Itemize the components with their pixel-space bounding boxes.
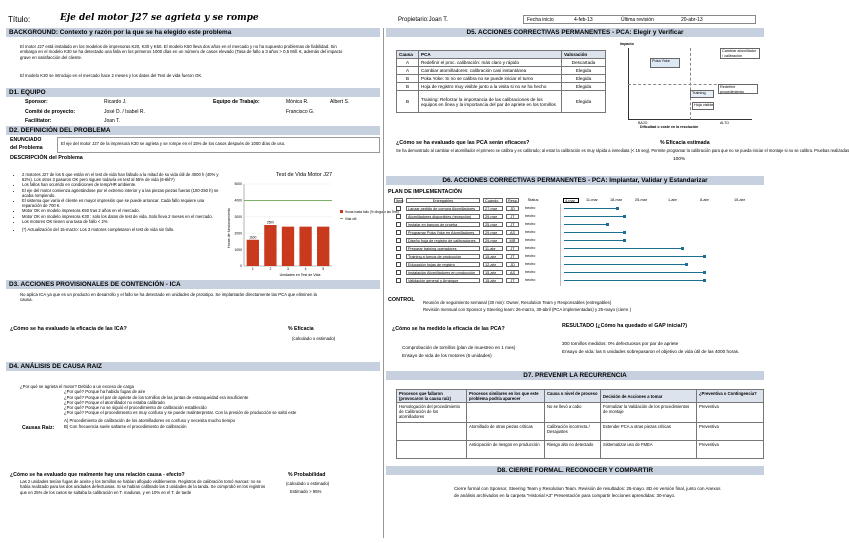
cell: Anticipación de riesgos en producción bbox=[467, 441, 545, 459]
pca-eff-question: ¿Cómo se ha evaluado que las PCA serán eficaces? bbox=[396, 140, 530, 146]
gantt-deliverable: Instalar en bancos de prueba bbox=[406, 222, 480, 227]
start-date-label: Fecha inicio bbox=[527, 17, 554, 23]
matrix-x-label: Dificultad o coste en la resolución bbox=[640, 125, 699, 129]
gantt-milestone bbox=[623, 239, 626, 242]
why-line: ¿Por qué se agrieta el motor? Debido a un exceso de carga bbox=[20, 384, 134, 389]
pca-table bbox=[396, 50, 606, 113]
last-review: 20-abr-13 bbox=[681, 17, 703, 23]
col-header: ¿Preventiva o Contingencia? bbox=[697, 390, 764, 403]
gantt-status: hecho bbox=[524, 222, 546, 227]
cell: A bbox=[397, 67, 419, 75]
gantt-week: 4-mar bbox=[563, 198, 579, 203]
col-header: Procesos similares en los que este problema podría aparecer bbox=[467, 390, 545, 403]
chart-data-label: 2500 bbox=[266, 220, 274, 225]
table-row bbox=[397, 67, 606, 75]
five-whys bbox=[20, 384, 360, 416]
gantt-col-header: Status bbox=[522, 198, 544, 203]
closure-text: Cierre formal con Sponsor, Steering Team y Resolution Team. Revisión de resultados: 25-mayo. 8D en versión final, junto con Anexos de análisis archivados en la carpeta "Historial A3" Presentación para compartir lecciones aprendidas: 30-mayo. bbox=[454, 486, 721, 498]
recurrence-table bbox=[396, 389, 764, 459]
gantt-resp: JT bbox=[506, 254, 519, 259]
control-label: CONTROL bbox=[388, 297, 415, 303]
list-item: • Motor OK en modelo impresora K30 : solo los datos de test de vida. Solo lleva 2 meses en el mercado. bbox=[22, 214, 222, 219]
gantt-col-header: Item bbox=[396, 199, 404, 203]
gantt-resp: JT bbox=[506, 278, 519, 283]
gantt-when: 27-mar bbox=[483, 206, 503, 211]
table-row bbox=[397, 403, 764, 423]
facilitator: Joan T. bbox=[104, 118, 121, 124]
team-member-3: Francisco G. bbox=[286, 109, 315, 115]
ica-eff-label: % Eficacia bbox=[288, 326, 314, 332]
gantt-status: hecho bbox=[524, 206, 546, 211]
chart-y-tick: 2000 bbox=[234, 231, 242, 236]
item-check bbox=[396, 214, 401, 219]
title-label: Título: bbox=[8, 15, 31, 24]
committee-label: Comité de proyecto: bbox=[25, 109, 76, 115]
gantt-status: hecho bbox=[524, 254, 546, 259]
gantt-status: hecho bbox=[524, 214, 546, 219]
cell: Riesgo alto no detectado bbox=[545, 441, 601, 459]
gantt-week: 11-mar bbox=[585, 198, 605, 203]
gantt-deliverable: Atornilladores disponibles (recepción) bbox=[406, 214, 480, 219]
start-date: 4-feb-13 bbox=[574, 17, 593, 23]
chart-y-tick: 5000 bbox=[234, 182, 242, 187]
background-header: BACKGROUND: Contexto y razón por la que se ha elegido este problema bbox=[6, 28, 380, 37]
gantt-milestone bbox=[623, 231, 626, 234]
gantt-resp: JD bbox=[506, 206, 519, 211]
gantt-col-header: Cuándo bbox=[483, 198, 503, 203]
gantt-deliverable: Lanzar pedido de compra Atornilladores bbox=[406, 206, 480, 211]
ica-question: ¿Cómo se ha evaluado la eficacia de las ICA? bbox=[10, 326, 127, 332]
sponsor-label: Sponsor: bbox=[25, 99, 48, 105]
item-check bbox=[396, 270, 401, 275]
gantt-when: 15-abr bbox=[483, 278, 503, 283]
gantt-milestone bbox=[616, 207, 619, 210]
cell: Preventiva bbox=[697, 441, 764, 459]
matrix-bajo: BAJO bbox=[638, 121, 648, 125]
chart-bar bbox=[317, 227, 329, 266]
chart-bar bbox=[299, 227, 311, 266]
table-row bbox=[397, 423, 764, 441]
cell bbox=[467, 403, 545, 423]
gantt-bar bbox=[564, 264, 686, 265]
result-label: RESULTADO (¿Cómo ha quedado el GAP inicial?) bbox=[562, 323, 688, 329]
cell: B bbox=[397, 91, 419, 113]
gantt-when: 25-mar bbox=[483, 222, 503, 227]
list-item: • 2 motores J27 de los 5 que están en el test de vida han fallado a la mitad de su vida útil de 4000 h (40% y 62%). Los otros 3 pasaron OK pero siguen todavía en test al 55% de vida (6-6kh*) bbox=[22, 172, 222, 182]
ica-eff-note: (calculado o estimado) bbox=[292, 336, 336, 341]
chart-ylabel: Horas de funcionamiento bbox=[227, 208, 231, 248]
matrix-alto: ALTO bbox=[720, 121, 730, 125]
cell: A bbox=[397, 59, 419, 67]
col-header: Procesos que fallaron (provocaron la causa raíz) bbox=[397, 390, 467, 403]
chart-data-label: 1600 bbox=[249, 235, 257, 240]
gantt-status: hecho bbox=[524, 238, 546, 243]
gantt-week: 25-mar bbox=[634, 198, 654, 203]
gantt-resp: JT bbox=[506, 214, 519, 219]
result-value-2: Ensayo de vida: las 5 unidades sobrepasaron el objetivo de vida útil de las 4000 horas. bbox=[562, 349, 740, 354]
facilitator-label: Facilitator: bbox=[25, 118, 52, 124]
chart-x-tick: 5 bbox=[322, 267, 325, 271]
gantt-milestone bbox=[703, 255, 706, 258]
cell: Elegida bbox=[562, 75, 606, 83]
gantt bbox=[392, 198, 768, 290]
item-check bbox=[396, 278, 401, 283]
why-line: ¿Por qué? Porque el atornillador no estaba calibrado bbox=[64, 399, 165, 405]
matrix-item: Poka Yoke bbox=[650, 58, 680, 68]
gantt-bar bbox=[564, 280, 704, 281]
pca-header-row bbox=[397, 51, 606, 59]
cell: Sistematizar uso de FMEA bbox=[601, 441, 697, 459]
gantt-bar bbox=[564, 208, 617, 209]
chart-xlabel: Unidades en Test de Vida bbox=[279, 273, 321, 277]
plan-label: PLAN DE IMPLEMENTACIÓN bbox=[388, 189, 462, 195]
control-line-2: Revisión mensual con Sponsor y Steering team: 26-marzo, 30-abril (PCA implementadas) y 25-mayo (cierre ) bbox=[423, 307, 632, 312]
root-cause-b: B) Con frecuencia suele saltarse el procedimiento de calibración bbox=[64, 424, 187, 429]
statement-label-1: ENUNCIADO bbox=[10, 137, 42, 143]
matrix-item: Redefinir procedimiento bbox=[718, 84, 758, 94]
why-line: ¿Por qué? Porque ha habido fugas de aire bbox=[64, 389, 146, 395]
gantt-when: 29-mar bbox=[483, 238, 503, 243]
cell: No se llevó a cabo bbox=[545, 403, 601, 423]
chart-bar bbox=[282, 227, 294, 266]
col-header: Causa bbox=[397, 51, 419, 59]
impact-label: Impacto bbox=[620, 42, 634, 46]
item-check bbox=[396, 230, 401, 235]
d3-header: D3. ACCIONES PROVISIONALES DE CONTENCIÓN - ICA bbox=[6, 280, 380, 289]
list-item: • Los motores OK tienen una tasa de fallo < 2% bbox=[22, 219, 222, 224]
result-value-1: 300 tornillos medidos: 0% defectuosos por par de apriete bbox=[562, 341, 679, 346]
gantt-bar bbox=[564, 224, 607, 225]
pca-eff-label: % Eficacia estimada bbox=[660, 140, 710, 146]
owner: Propietario:Joan T. bbox=[398, 17, 448, 23]
gantt-deliverable: Preparar training operadores bbox=[406, 246, 480, 251]
gantt-status: hecho bbox=[524, 270, 546, 275]
gantt-when: 15-abr bbox=[483, 270, 503, 275]
d5-header: D5. ACCIONES CORRECTIVAS PERMANENTES - PCA: Elegir y Verificar bbox=[386, 28, 764, 37]
result-measure-1: Comprobación de tornillos (plan de muestreo en 1 mes) bbox=[402, 345, 516, 350]
chart-x-tick: 4 bbox=[304, 267, 307, 271]
committee: José D. / Isabel R. bbox=[104, 109, 145, 115]
life-test-chart bbox=[222, 168, 399, 280]
cell: Descartada bbox=[562, 59, 606, 67]
legend-limit: Vida útil bbox=[345, 217, 357, 221]
col-header: Causa o nivel de proceso bbox=[545, 390, 601, 403]
last-review-label: Última revisión bbox=[621, 17, 654, 23]
gantt-week: 1-abr bbox=[667, 198, 687, 203]
matrix-item: Cambiar atornillador / calibración bbox=[720, 48, 760, 59]
gantt-milestone bbox=[703, 279, 706, 282]
why-line: ¿Por qué? Porque no se siguió el procedimiento de calibración establecido bbox=[64, 405, 207, 411]
chart-title: Test de Vida Motor J27 bbox=[275, 172, 333, 178]
header-date-box bbox=[523, 15, 756, 24]
gantt-when: 29-mar bbox=[483, 214, 503, 219]
gantt-week: 18-mar bbox=[609, 198, 629, 203]
table-row bbox=[397, 83, 606, 91]
d2-header: D2. DEFINICIÓN DEL PROBLEMA bbox=[6, 126, 380, 135]
prob-note: (calculado o estimado) bbox=[286, 481, 330, 486]
chart-y-tick: 1000 bbox=[234, 247, 242, 252]
control-line-1: Reunión de seguimiento semanal (30 min): Owner, Resolution Team y Responsables (entregables) bbox=[423, 300, 612, 305]
gantt-milestone bbox=[606, 223, 609, 226]
statement-label-2: del Problema bbox=[10, 145, 43, 151]
d4-header: D4. ANÁLISIS DE CAUSA RAIZ bbox=[6, 362, 380, 371]
prob-label: % Probabilidad bbox=[288, 472, 326, 478]
chart-bar bbox=[264, 225, 276, 266]
list-item: • Motor OK en modelo impresora K50 tras 2 años en el mercado. bbox=[22, 208, 222, 213]
cell bbox=[397, 441, 467, 459]
cell: Training: Reforzar la importancia de las calibraciones de los equipos en línea y la importancia del par de apriete en los tornillos bbox=[419, 91, 562, 113]
cell: Elegida bbox=[562, 91, 606, 113]
table-row bbox=[397, 91, 606, 113]
item-check bbox=[396, 222, 401, 227]
cause-effect-question: ¿Cómo se ha evaluado que realmente hay una relación causa - efecto? bbox=[10, 472, 185, 478]
gantt-week: 15-abr bbox=[733, 198, 757, 203]
gantt-milestone bbox=[703, 271, 706, 274]
gantt-when: 15-abr bbox=[483, 254, 503, 259]
d8-header: D8. CIERRE FORMAL. RECONOCER Y COMPARTIR bbox=[386, 466, 764, 475]
chart-bar bbox=[247, 240, 259, 266]
gantt-bar bbox=[564, 272, 704, 273]
matrix-item: Training bbox=[690, 90, 714, 98]
col-header: Valoración bbox=[562, 51, 606, 59]
chart-x-tick: 2 bbox=[269, 267, 272, 271]
cell: Preventiva bbox=[697, 403, 764, 423]
legend-bars: Horas hasta fallo (% dinguen las Test) bbox=[345, 210, 399, 214]
column-divider bbox=[383, 28, 384, 538]
background-text-2: El modelo K30 se introdujo en el mercado hace 2 meses y los datos del Test de vida fueron OK. bbox=[20, 73, 203, 78]
description-label: DESCRIPCIÓN del Problema bbox=[10, 155, 83, 161]
gantt-status: hecho bbox=[524, 246, 546, 251]
gantt-bar bbox=[564, 216, 624, 217]
cell: Elegida bbox=[562, 83, 606, 91]
gantt-week: 8-abr bbox=[699, 198, 719, 203]
item-check bbox=[396, 262, 401, 267]
gantt-status: hecho bbox=[524, 278, 546, 283]
chart-x-tick: 3 bbox=[287, 267, 289, 271]
gantt-deliverable: Instalación Atornilladores en producción bbox=[406, 270, 480, 275]
gantt-resp: AS bbox=[506, 230, 519, 235]
gantt-bar bbox=[564, 256, 704, 257]
gantt-resp: MR bbox=[506, 238, 519, 243]
list-item: • (*) Actualización del 15-marzo: Los 3 motores completaron el test de vida sin fallo. bbox=[22, 227, 222, 232]
gantt-deliverable: Training a turnos de producción bbox=[406, 254, 480, 259]
table-row bbox=[397, 441, 764, 459]
list-item: • Los fallos han ocurrido en condiciones de temp/HR ambiente. bbox=[22, 182, 222, 187]
prob-value: Estimado > 95% bbox=[290, 489, 322, 494]
gantt-when: 12-abr bbox=[483, 262, 503, 267]
item-check bbox=[396, 254, 401, 259]
team-member-2: Albert S. bbox=[330, 99, 350, 105]
cell: Homologación del procedimiento de Calibración de los atornilladores bbox=[397, 403, 467, 423]
cell: Redefinir el proc. calibración: más claro y rápido bbox=[419, 59, 562, 67]
chart-y-tick: 4000 bbox=[234, 198, 242, 203]
chart-y-tick: 3000 bbox=[234, 215, 242, 219]
impact-matrix bbox=[620, 42, 764, 130]
cell: Formalizar la Validación de los procedimientos de montaje bbox=[601, 403, 697, 423]
chart-x-tick: 1 bbox=[251, 267, 254, 271]
matrix-item: Hoja visible bbox=[692, 102, 714, 110]
gantt-milestone bbox=[685, 263, 688, 266]
ica-text: No aplica ICA ya que es un producto en desarrollo y el fallo se ha detectado en unidades de prototipo. Se implantarán directamente las PCA que eliminen la causa. bbox=[20, 292, 317, 303]
gantt-resp: AS bbox=[506, 270, 519, 275]
page-title: Eje del motor J27 se agrieta y se rompe bbox=[60, 13, 259, 23]
cell: Poka Yoke: Si no se calibra no se puede iniciar el turno bbox=[419, 75, 562, 83]
cell: Preventiva bbox=[697, 423, 764, 441]
gantt-resp: JD bbox=[506, 262, 519, 267]
item-check bbox=[396, 246, 401, 251]
description-bullets bbox=[16, 172, 222, 232]
background-text-1: El motor J27 está instalado en los modelos de impresoras K20, K30 y K50. El modelo K50 lleva dos años en el mercado y no ha supuesto problemas de fiabilidad. Sin embargo en el modelo K30 se ha detectado una falla en los primeros 1000 días en un número de casos elevado (Tasa de fallo a 3 años > 0,5 Mill. €, además del impacto grave en satisfacción del cliente. bbox=[20, 44, 343, 60]
gantt-deliverable: Validación general y Arranque bbox=[406, 278, 480, 283]
gantt-resp: JT bbox=[506, 246, 519, 251]
gantt-when: 29-mar bbox=[483, 230, 503, 235]
legend-swatch-bars bbox=[340, 210, 343, 213]
gantt-col-header: Resp. bbox=[508, 199, 518, 203]
gantt-deliverable: Educación hojas de registro bbox=[406, 262, 480, 267]
gantt-bar bbox=[564, 248, 682, 249]
why-line: ¿Por qué? Porque el procedimiento es muy confuso y se puede malinterpretar. Con la presión de producción se saltó este bbox=[64, 410, 297, 416]
table-row bbox=[397, 59, 606, 67]
gantt-status: hecho bbox=[524, 230, 546, 235]
problem-statement: El eje del motor J27 de la impresora K30 se agrieta y se rompe en el 15% de los casos después de 1000 días de uso. bbox=[57, 137, 380, 153]
sponsor: Ricardo J. bbox=[104, 99, 127, 105]
team-member-1: Mónica R. bbox=[286, 99, 309, 105]
item-check bbox=[396, 206, 401, 211]
item-check bbox=[396, 238, 401, 243]
gantt-when: 11-abr bbox=[483, 246, 503, 251]
cell: Hoja de registro muy visible junto a la visita si no se ha hecho bbox=[419, 83, 562, 91]
legend-swatch-limit bbox=[340, 218, 343, 219]
cell: B bbox=[397, 83, 419, 91]
recurrence-header-row bbox=[397, 390, 764, 403]
gantt-milestone bbox=[681, 247, 684, 250]
cause-effect-text: Las 2 unidades tenían fugas de aceite y los tornillos se habían aflojado visiblemente. Registros de calibración tomó marcas: no se había realizado para las dos unidades defectuosas. Si se habían calibrado las 3 unidades de la tanda. Se comprobó en los registros que en 25% de los casos se saltaba la calibración en T. maduras, y en 10% en el T. de tarde bbox=[20, 479, 266, 495]
result-measure-2: Ensayo de vida de los motores (5 unidades) bbox=[402, 353, 492, 358]
table-row bbox=[397, 75, 606, 83]
d6-header: D6. ACCIONES CORRECTIVAS PERMANENTES - PCA: Implantar, Validar y Estandarizar bbox=[386, 176, 764, 185]
root-cause-a: A) Procedimiento de calibración de los atornilladores es confuso y necesita mucho tiempo bbox=[64, 418, 236, 423]
cell: Cambiar atornilladores: calibración casi instantánea bbox=[419, 67, 562, 75]
why-line: ¿Por qué? Porque el par de apriete de los tornillos de las juntas de estanqueidad era insuficiente bbox=[64, 394, 249, 400]
list-item: • El sistema que varía el cliente es mayor impresión que se puede arrancar. Cada fallo requiere una reparación de 700 €. bbox=[22, 198, 222, 208]
list-item: • El eje del motor comienza agrietándose por el extremo interior y a las piezas piezas fueras (100-250 h) se acaba rompiendo. bbox=[22, 188, 222, 198]
cell: Extender PCA a otras piezas críticas bbox=[601, 423, 697, 441]
cell: Calibración incorrecta / Desajustes bbox=[545, 423, 601, 441]
gantt-col-header: Entregables bbox=[406, 198, 480, 203]
cell bbox=[397, 423, 467, 441]
col-header: Decisión de Acciones a tomar bbox=[601, 390, 697, 403]
gantt-resp: JT bbox=[506, 222, 519, 227]
chart-legend bbox=[340, 210, 399, 221]
cell: Atornillado de otras piezas críticas bbox=[467, 423, 545, 441]
d1-header: D1. EQUIPO bbox=[6, 88, 380, 97]
col-header: PCA bbox=[419, 51, 562, 59]
chart-plot-area bbox=[234, 182, 332, 271]
gantt-status: hecho bbox=[524, 262, 546, 267]
pca-measure-question: ¿Cómo se ha medido la eficacia de las PCA? bbox=[392, 326, 505, 332]
chart-y-tick: 0 bbox=[240, 264, 242, 269]
gantt-deliverable: Diseño hoja de registro de calibraciones bbox=[406, 238, 480, 243]
d7-header: D7. PREVENIR LA RECURRENCIA bbox=[386, 371, 764, 380]
gantt-bar bbox=[564, 232, 624, 233]
gantt-milestone bbox=[623, 215, 626, 218]
cell: B bbox=[397, 75, 419, 83]
gantt-deliverable: Programar Poka Yoke en Atornilladores bbox=[406, 230, 480, 235]
gantt-bar bbox=[564, 240, 624, 241]
root-cause-label: Causas Raíz: bbox=[22, 425, 55, 431]
cell: Elegida bbox=[562, 67, 606, 75]
pca-eff-text: Se ha demostrado al cambiar el atornillador el primero se calibra y es calibrado; al estar la calibración es muy rápida a inmediata (< 15 seg). Permite programar la calibración para que no se pueda iniciar el montaje si no se calibra. Pruebas realizadas bbox=[396, 148, 849, 153]
team-label: Equipo de Trabajo: bbox=[213, 99, 260, 105]
pca-eff-value: 100% bbox=[673, 157, 686, 162]
